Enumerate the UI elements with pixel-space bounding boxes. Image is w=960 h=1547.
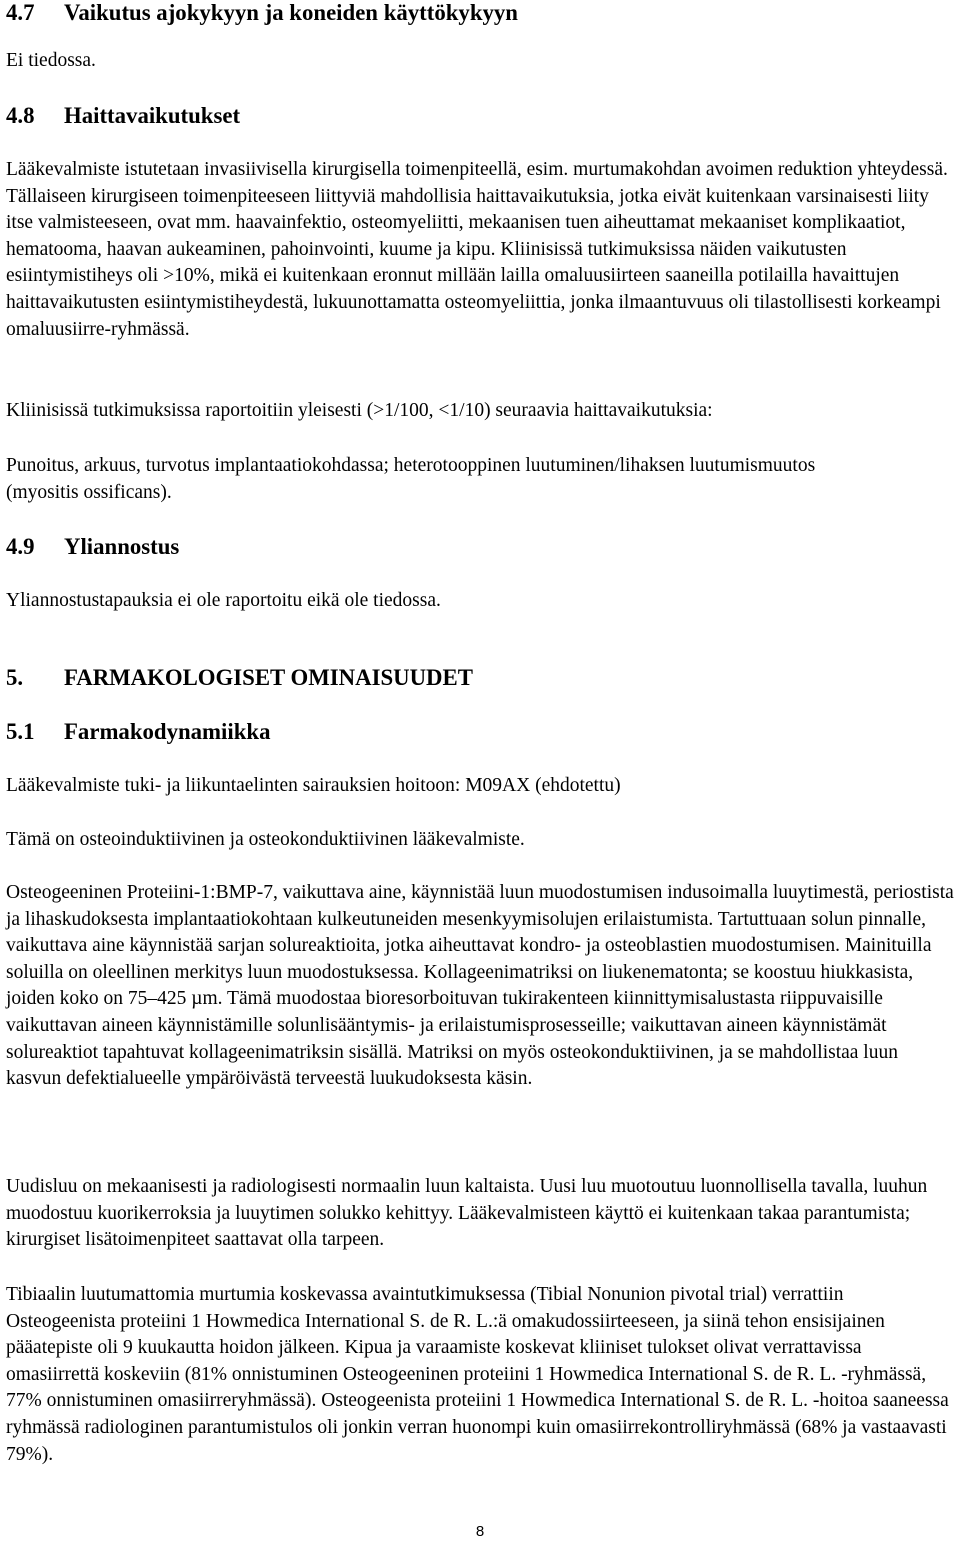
- section-title: Farmakodynamiikka: [64, 719, 271, 744]
- section-heading-4-7: [6, 0, 518, 27]
- section-number: 5.: [6, 665, 24, 690]
- section-5-1-paragraph-1: Lääkevalmiste tuki- ja liikuntaelinten sairauksien hoitoon: M09AX (ehdotettu): [6, 775, 621, 796]
- section-title: Haittavaikutukset: [64, 103, 241, 128]
- section-heading-4-8: [6, 103, 240, 130]
- section-heading-5: [6, 665, 473, 692]
- section-4-7-text: Ei tiedossa.: [6, 50, 96, 71]
- section-heading-4-9: [6, 534, 179, 561]
- section-heading-5-1: [6, 719, 270, 746]
- page-number: 8: [475, 1523, 485, 1540]
- section-title: FARMAKOLOGISET OMINAISUUDET: [64, 665, 473, 690]
- section-title: Yliannostus: [64, 534, 180, 559]
- section-4-9-text: Yliannostustapauksia ei ole raportoitu eikä ole tiedossa.: [6, 590, 441, 611]
- section-5-1-paragraph-2: Tämä on osteoinduktiivinen ja osteokonduktiivinen lääkevalmiste.: [6, 829, 525, 850]
- section-4-8-paragraph-1: Lääkevalmiste istutetaan invasiivisella kirurgisella toimenpiteellä, esim. murtumakohdan avoimen reduktion yhteydessä. Tällaiseen kirurgiseen toimenpiteeseen liittyviä mahdollisia haittavaikutuksia, jotka eivät kuitenkaan varsinaisesti liity itse valmisteeseen, ovat mm. haavainfektio, osteomyeliitti, mekaanisen tuen aiheuttamat mekaaniset komplikaatiot, hematooma, haavan aukeaminen, pahoinvointi, kuume ja kipu. Kliinisissä tutkimuksissa näiden vaikutusten esiintymistiheys oli >10%, mikä ei kuitenkaan eronnut millään lailla omaluusiirteen saaneilla potilailla havaittujen haittavaikutusten esiintymistiheydestä, lukuunottamatta osteomyeliittia, jonka ilmaantuvuus oli tilastollisesti korkeampi omaluusiirre-ryhmässä.: [6, 159, 948, 340]
- section-number: 4.8: [6, 103, 35, 128]
- section-number: 4.9: [6, 534, 35, 559]
- section-number: 4.7: [6, 0, 35, 25]
- section-4-8-paragraph-2: Kliinisissä tutkimuksissa raportoitiin yleisesti (>1/100, <1/10) seuraavia haittavaikutuksia:: [6, 400, 713, 421]
- section-5-1-paragraph-5: Tibiaalin luutumattomia murtumia koskevassa avaintutkimuksessa (Tibial Nonunion pivotal trial) verrattiin Osteogeenista proteiini 1 Howmedica International S. de R. L.:ä omakudossiirteeseen, ja siinä tehon ensisijainen pääatepiste oli 9 kuukautta hoidon jälkeen. Kipua ja varaamiste koskevat kliiniset tulokset olivat verrattavissa omasiirrettä koskeviin (81% onnistuminen Osteogeeninen proteiini 1 Howmedica International S. de R. L. -ryhmässä, 77% onnistuminen omasiirreryhmässä). Osteogeenista proteiini 1 Howmedica International S. de R. L. -hoitoa saaneessa ryhmässä radiologinen parantumistulos oli jonkin verran huonompi kuin omasiirrekontrolliryhmässä (68% ja vastaavasti 79%).: [6, 1284, 949, 1465]
- section-number: 5.1: [6, 719, 35, 744]
- section-5-1-paragraph-4: Uudisluu on mekaanisesti ja radiologisesti normaalin luun kaltaista. Uusi luu muotoutuu luonnollisella tavalla, luuhun muodostuu kuorikerroksia ja luuytimen solukko kehittyy. Lääkevalmisteen käyttö ei kuitenkaan takaa parantumista; kirurgiset lisätoimenpiteet saattavat olla tarpeen.: [6, 1176, 928, 1251]
- section-5-1-paragraph-3: Osteogeeninen Proteiini-1:BMP-7, vaikuttava aine, käynnistää luun muodostumisen indusoimalla luuytimestä, periostista ja lihaskudoksesta implantaatiokohtaan kulkeutuneiden mesenkyymisolujen erilaistumista. Tartuttuaan solun pinnalle, vaikuttava aine käynnistää sarjan solureaktioita, jotka aiheuttavat kondro- ja osteoblastien muodostumisen. Mainituilla soluilla on oleellinen merkitys luun muodostuksessa. Kollageenimatriksi on liukenematonta; se koostuu hiukkasista, joiden koko on 75–425 µm. Tämä muodostaa bioresorboituvan tukirakenteen kiinnittymisalustasta riippuvaisille vaikuttavan aineen käynnistämille solunlisääntymis- ja erilaistumisprosesseille; vaikuttavan aineen käynnistämät solureaktiot tapahtuvat kollageenimatriksin sisällä. Matriksi on myös osteokonduktiivinen, ja se mahdollistaa luun kasvun defektialueelle ympäröivästä terveestä luukudoksesta käsin.: [6, 882, 954, 1090]
- section-title: Vaikutus ajokykyyn ja koneiden käyttökykyyn: [64, 0, 518, 25]
- section-4-8-paragraph-3: Punoitus, arkuus, turvotus implantaatiokohdassa; heterotooppinen luutuminen/lihaksen luutumismuutos (myositis ossificans).: [6, 455, 816, 503]
